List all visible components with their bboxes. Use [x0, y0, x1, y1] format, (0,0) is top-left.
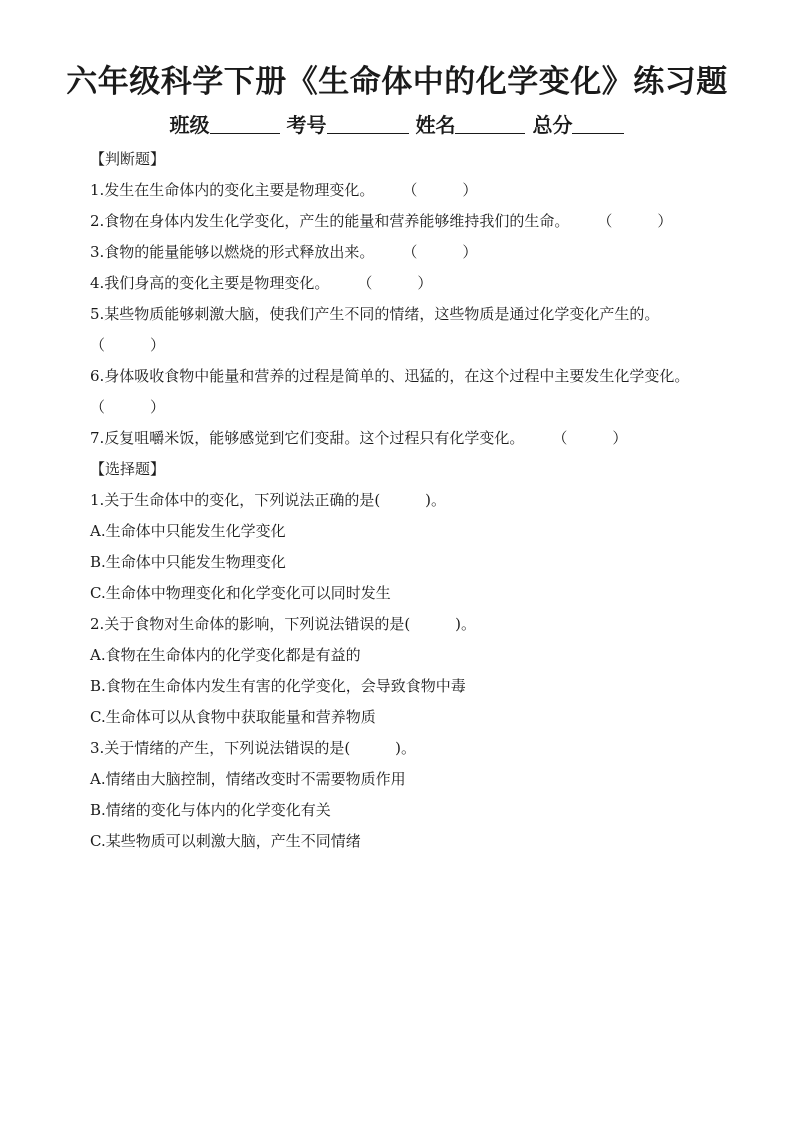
choice-question-stem: 1.关于生命体中的变化，下列说法正确的是( )。	[90, 491, 447, 509]
answer-blank[interactable]: （ ）	[552, 429, 628, 447]
answer-blank[interactable]: （ ）	[402, 243, 478, 261]
choice-option[interactable]: A.食物在生命体内的化学变化都是有益的	[90, 646, 361, 664]
answer-blank[interactable]: （ ）	[402, 181, 478, 199]
judge-item	[62, 206, 742, 237]
student-info-line	[0, 109, 794, 141]
judge-item	[62, 175, 742, 206]
choice-option[interactable]: B.食物在生命体内发生有害的化学变化，会导致食物中毒	[90, 677, 466, 695]
judge-item	[62, 361, 742, 423]
choice-option[interactable]: B.生命体中只能发生物理变化	[90, 553, 286, 571]
judge-item	[62, 423, 742, 454]
judge-item	[62, 237, 742, 268]
choice-option[interactable]: C.生命体可以从食物中获取能量和营养物质	[90, 708, 376, 726]
choice-option[interactable]: C.生命体中物理变化和化学变化可以同时发生	[90, 584, 391, 602]
judge-item-text: 6.身体吸收食物中能量和营养的过程是简单的、迅猛的，在这个过程中主要发生化学变化。	[90, 367, 690, 385]
judge-item-text: 3.食物的能量能够以燃烧的形式释放出来。	[90, 243, 375, 261]
judge-item-text: 5.某些物质能够刺激大脑，使我们产生不同的情绪，这些物质是通过化学变化产生的。	[90, 305, 660, 323]
worksheet-body	[62, 144, 742, 857]
choice-option[interactable]: C.某些物质可以刺激大脑，产生不同情绪	[90, 832, 361, 850]
name-blank[interactable]	[455, 111, 525, 134]
choice-question-stem: 3.关于情绪的产生，下列说法错误的是( )。	[90, 739, 417, 757]
judge-section-heading: 【判断题】	[90, 150, 166, 168]
answer-blank[interactable]: （ ）	[597, 212, 673, 230]
judge-item-text: 7.反复咀嚼米饭，能够感觉到它们变甜。这个过程只有化学变化。	[90, 429, 525, 447]
score-label: 总分	[532, 113, 573, 137]
class-label: 班级	[169, 113, 210, 137]
answer-blank[interactable]: （ ）	[90, 398, 166, 416]
choice-option[interactable]: A.生命体中只能发生化学变化	[90, 522, 286, 540]
judge-item	[62, 299, 742, 361]
answer-blank[interactable]: （ ）	[90, 336, 166, 354]
choice-section-heading: 【选择题】	[90, 460, 166, 478]
answer-blank[interactable]: （ ）	[357, 274, 433, 292]
judge-item	[62, 268, 742, 299]
class-blank[interactable]	[210, 111, 280, 134]
judge-item-text: 1.发生在生命体内的变化主要是物理变化。	[90, 181, 375, 199]
choice-question-stem: 2.关于食物对生命体的影响，下列说法错误的是( )。	[90, 615, 477, 633]
judge-item-text: 2.食物在身体内发生化学变化，产生的能量和营养能够维持我们的生命。	[90, 212, 570, 230]
name-label: 姓名	[415, 113, 456, 137]
page-title: 六年级科学下册《生命体中的化学变化》练习题	[66, 64, 728, 100]
exam-no-blank[interactable]	[327, 111, 409, 134]
score-blank[interactable]	[572, 111, 624, 134]
judge-item-text: 4.我们身高的变化主要是物理变化。	[90, 274, 330, 292]
exam-no-label: 考号	[286, 113, 327, 137]
choice-option[interactable]: B.情绪的变化与体内的化学变化有关	[90, 801, 331, 819]
choice-option[interactable]: A.情绪由大脑控制，情绪改变时不需要物质作用	[90, 770, 406, 788]
